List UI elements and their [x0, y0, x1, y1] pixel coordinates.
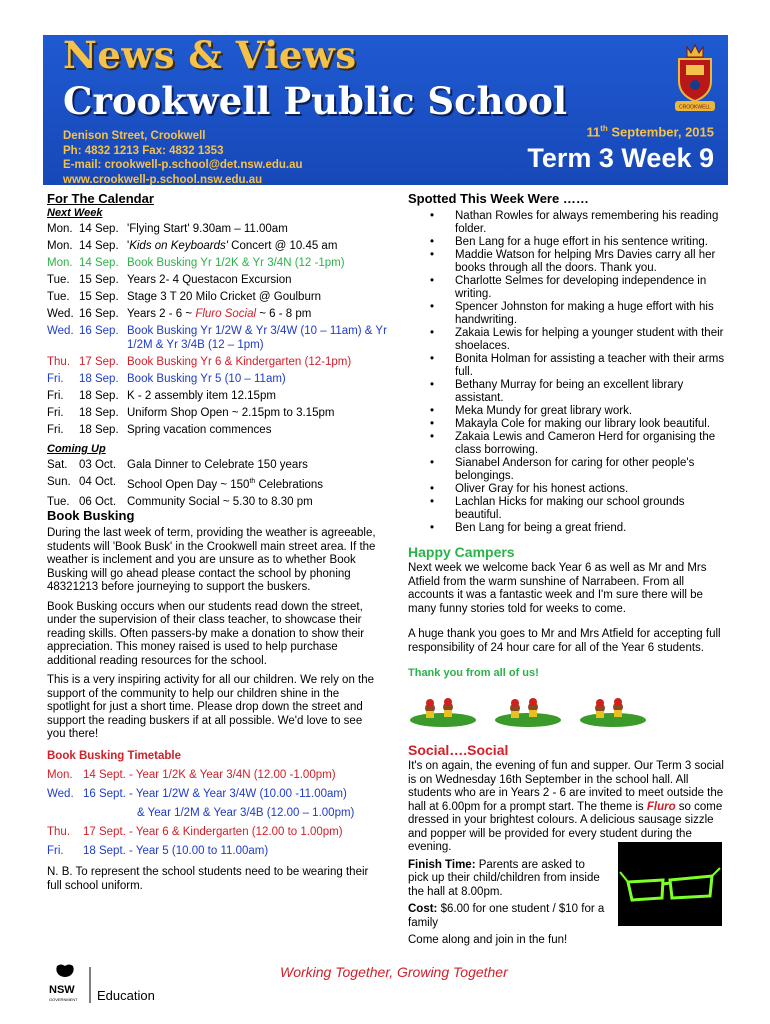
school-crest-icon	[673, 43, 717, 115]
timetable-row	[47, 806, 377, 820]
calendar-date: 17 Sep.	[79, 356, 119, 368]
calendar-day: Wed.	[47, 325, 74, 337]
calendar-row	[47, 389, 387, 403]
calendar-row	[47, 222, 387, 236]
calendar-row	[47, 273, 387, 287]
calendar-row	[47, 495, 387, 509]
timetable-row	[47, 844, 377, 858]
calendar-day: Fri.	[47, 424, 64, 436]
finish-time: Finish Time: Parents are asked to pick up their child/children from inside the hall at 8.00pm.	[408, 858, 600, 898]
email-link[interactable]: E-mail: crookwell-p.school@det.nsw.edu.au	[63, 159, 303, 171]
busking-heading: Book Busking	[47, 508, 135, 523]
calendar-date: 15 Sep.	[79, 274, 119, 286]
spotted-item: • Lachlan Hicks for making our school grounds beautiful.	[408, 496, 726, 522]
calendar-event: 'Flying Start' 9.30am – 11.00am	[127, 223, 288, 235]
calendar-event: Community Social ~ 5.30 to 8.30 pm	[127, 495, 313, 508]
cost: Cost: $6.00 for one student / $10 for a family	[408, 903, 605, 929]
calendar-row	[47, 239, 387, 253]
calendar-row	[47, 307, 387, 321]
calendar-day: Mon.	[47, 223, 73, 235]
calendar-event: K - 2 assembly item 12.15pm	[127, 390, 276, 402]
calendar-date: 18 Sep.	[79, 407, 119, 419]
timetable-slot: 17 Sept. - Year 6 & Kindergarten (12.00 to 1.00pm)	[83, 826, 343, 838]
spotted-item: • Oliver Gray for his honest actions.	[408, 483, 726, 496]
timetable-day: Thu.	[47, 826, 71, 838]
calendar-row	[47, 458, 387, 472]
busking-paragraph: During the last week of term, providing the weather is agreeable, students will 'Book Busk' in the Crookwell main street area. If the weather is inclement and you are unsure as to whether Book Busking will go ahead please contact the school by phoning 48321213 before journeying to support the buskers.	[47, 527, 376, 593]
spotted-item: • Sianabel Anderson for caring for other people's belongings.	[408, 457, 726, 483]
calendar-row	[47, 423, 387, 437]
calendar-day: Fri.	[47, 407, 64, 419]
calendar-event: Book Busking Yr 1/2W & Yr 3/4W (10 – 11am) & Yr 1/2M & Yr 3/4B (12 – 1pm)	[127, 325, 387, 351]
calendar-date: 18 Sep.	[79, 373, 119, 385]
timetable-slot: 18 Sept. - Year 5 (10.00 to 11.00am)	[83, 845, 269, 857]
calendar-date: 14 Sep.	[79, 223, 119, 235]
calendar-row	[47, 290, 387, 304]
timetable-slot: 16 Sept. - Year 1/2W & Year 3/4W (10.00 -11.00am)	[83, 788, 347, 800]
calendar-event: Spring vacation commences	[127, 424, 272, 436]
campers-paragraph: A huge thank you goes to Mr and Mrs Atfield for accepting full responsibility of 24 hour care for all of the Year 6 students.	[408, 628, 721, 654]
calendar-event: 'Kids on Keyboards' Concert @ 10.45 am	[127, 240, 338, 252]
spotted-item: • Maddie Watson for helping Mrs Davies carry all her books through all the doors. Thank you.	[408, 249, 726, 275]
calendar-event: Book Busking Yr 6 & Kindergarten (12-1pm)	[127, 356, 352, 368]
busking-paragraph: Book Busking occurs when our students read down the street, under the supervision of their class teacher, to showcase their reading skills. Often passers-by make a donation to show their appreciation. This money raised is used to help purchase additional reading resources for the school.	[47, 600, 365, 667]
calendar-day: Fri.	[47, 373, 64, 385]
next-week-heading: Next Week	[47, 207, 103, 219]
spotted-list	[408, 210, 726, 535]
timetable-slot: 14 Sept. - Year 1/2K & Year 3/4N (12.00 -1.00pm)	[83, 769, 336, 781]
timetable-row	[47, 787, 377, 801]
calendar-row	[47, 256, 387, 270]
calendar-day: Thu.	[47, 356, 71, 368]
calendar-event: Uniform Shop Open ~ 2.15pm to 3.15pm	[127, 407, 335, 419]
calendar-event: Book Busking Yr 5 (10 – 11am)	[127, 373, 286, 385]
calendar-day: Sat.	[47, 459, 68, 471]
timetable-slot: & Year 1/2M & Year 3/4B (12.00 – 1.00pm)	[137, 807, 355, 819]
calendar-day: Mon.	[47, 240, 73, 252]
calendar-date: 14 Sep.	[79, 257, 119, 269]
spotted-item: • Meka Mundy for great library work.	[408, 405, 726, 418]
spotted-item: • Ben Lang for being a great friend.	[408, 522, 726, 535]
fluro-theme: Fluro	[646, 800, 676, 813]
spotted-item: • Nathan Rowles for always remembering his reading folder.	[408, 210, 726, 236]
calendar-day: Sun.	[47, 476, 71, 488]
timetable-row	[47, 825, 377, 839]
calendar-date: 14 Sep.	[79, 240, 119, 252]
svg-text:CROOKWELL: CROOKWELL	[679, 104, 711, 111]
calendar-day: Fri.	[47, 390, 64, 402]
campers-heading: Happy Campers	[408, 544, 515, 560]
calendar-date: 04 Oct.	[79, 476, 117, 488]
calendar-event: Years 2- 4 Questacon Excursion	[127, 274, 292, 286]
term-week: Term 3 Week 9	[527, 143, 714, 173]
timetable-day: Wed.	[47, 788, 74, 800]
svg-text:GOVERNMENT: GOVERNMENT	[49, 997, 78, 1002]
calendar-date: 15 Sep.	[79, 291, 119, 303]
spotted-item: • Bethany Murray for being an excellent library assistant.	[408, 379, 726, 405]
calendar-row	[47, 372, 387, 386]
coming-up-heading: Coming Up	[47, 443, 106, 455]
canoe-clipart-icon	[408, 692, 726, 732]
social-heading: Social….Social	[408, 742, 509, 758]
campers-thanks: Thank you from all of us!	[408, 667, 539, 679]
header-banner	[43, 35, 728, 185]
spotted-item: • Ben Lang for a huge effort in his sentence writing.	[408, 236, 726, 249]
calendar-heading: For The Calendar	[47, 191, 154, 206]
calendar-row	[47, 324, 387, 352]
spotted-item: • Zakaia Lewis and Cameron Herd for organising the class borrowing.	[408, 431, 726, 457]
calendar-date: 16 Sep.	[79, 308, 119, 320]
spotted-heading: Spotted This Week Were ……	[408, 191, 589, 206]
calendar-event: Stage 3 T 20 Milo Cricket @ Goulburn	[127, 291, 322, 303]
nsw-education-logo-icon	[45, 963, 175, 1008]
calendar-section	[47, 191, 387, 509]
spotted-section	[408, 191, 726, 535]
calendar-event: Years 2 - 6 ~ Fluro Social ~ 6 - 8 pm	[127, 308, 312, 320]
calendar-date: 18 Sep.	[79, 390, 119, 402]
school-name: Crookwell Public School	[63, 79, 567, 123]
calendar-event: Gala Dinner to Celebrate 150 years	[127, 459, 308, 471]
calendar-row	[47, 475, 387, 492]
svg-text:NSW: NSW	[49, 984, 75, 996]
spotted-item: • Bonita Holman for assisting a teacher with their arms full.	[408, 353, 726, 379]
calendar-date: 03 Oct.	[79, 459, 117, 471]
school-motto: Working Together, Growing Together	[280, 964, 508, 980]
issue-date: 11th September, 2015	[586, 124, 714, 140]
timetable-row	[47, 768, 377, 782]
fluro-glasses-icon	[618, 842, 722, 926]
calendar-event: School Open Day ~ 150th Celebrations	[127, 478, 324, 491]
social-closing: Come along and join in the fun!	[408, 934, 568, 946]
timetable-day	[47, 806, 83, 820]
calendar-row	[47, 406, 387, 420]
newsletter-title: News & Views	[63, 33, 357, 77]
calendar-day: Tue.	[47, 495, 70, 508]
campers-paragraph: Next week we welcome back Year 6 as well as Mr and Mrs Atfield from the warm sunshine of Narrabeen. From all accounts it was a fantastic week and I'm sure there will be many funny stories told for weeks to come.	[408, 562, 707, 615]
calendar-day: Mon.	[47, 257, 73, 269]
website-link[interactable]: www.crookwell-p.school.nsw.edu.au	[63, 173, 263, 186]
calendar-day: Tue.	[47, 274, 70, 286]
book-busking-section	[47, 508, 377, 899]
svg-text:Education: Education	[97, 988, 155, 1003]
calendar-row	[47, 355, 387, 369]
spotted-item: • Makayla Cole for making our library look beautiful.	[408, 418, 726, 431]
calendar-date: 18 Sep.	[79, 424, 119, 436]
uniform-note: N. B. To represent the school students need to be wearing their full school uniform.	[47, 866, 369, 892]
calendar-date: 06 Oct.	[79, 495, 117, 508]
calendar-day: Tue.	[47, 291, 70, 303]
social-section	[408, 742, 726, 952]
spotted-item: • Spencer Johnston for making a huge effort with his handwriting.	[408, 301, 726, 327]
spotted-item: • Zakaia Lewis for helping a younger student with their shoelaces.	[408, 327, 726, 353]
timetable-day: Mon.	[47, 769, 73, 781]
busking-paragraph: This is a very inspiring activity for all our children. We rely on the support of the community to help our children shine in the spotlight for just a short time. Please drop down the street and support the reading buskers if at all possible. We'd love to see you there!	[47, 674, 375, 740]
calendar-date: 16 Sep.	[79, 325, 119, 337]
school-address: Denison Street, Crookwell Ph: 4832 1213 Fax: 4832 1353 E-mail: crookwell-p.school@det.nsw.edu.au www.crookwell-p.school.nsw.edu.au	[63, 130, 303, 186]
spotted-item: • Charlotte Selmes for developing independence in writing.	[408, 275, 726, 301]
calendar-day: Wed.	[47, 308, 74, 320]
timetable-heading: Book Busking Timetable	[47, 749, 181, 762]
calendar-event: Book Busking Yr 1/2K & Yr 3/4N (12 -1pm)	[127, 257, 345, 269]
social-paragraph: It's on again, the evening of fun and supper. Our Term 3 social is on Wednesday 16th September in the school hall. All students who are in Years 2 - 6 are invited to meet outside the hall at 6.00pm for a prompt start. The theme is Fluro so come dressed in your brightest colours. A delicious sausage sizzle and popper will be provided for every student during the evening.	[408, 760, 724, 853]
happy-campers-section	[408, 544, 726, 679]
timetable-day: Fri.	[47, 845, 64, 857]
